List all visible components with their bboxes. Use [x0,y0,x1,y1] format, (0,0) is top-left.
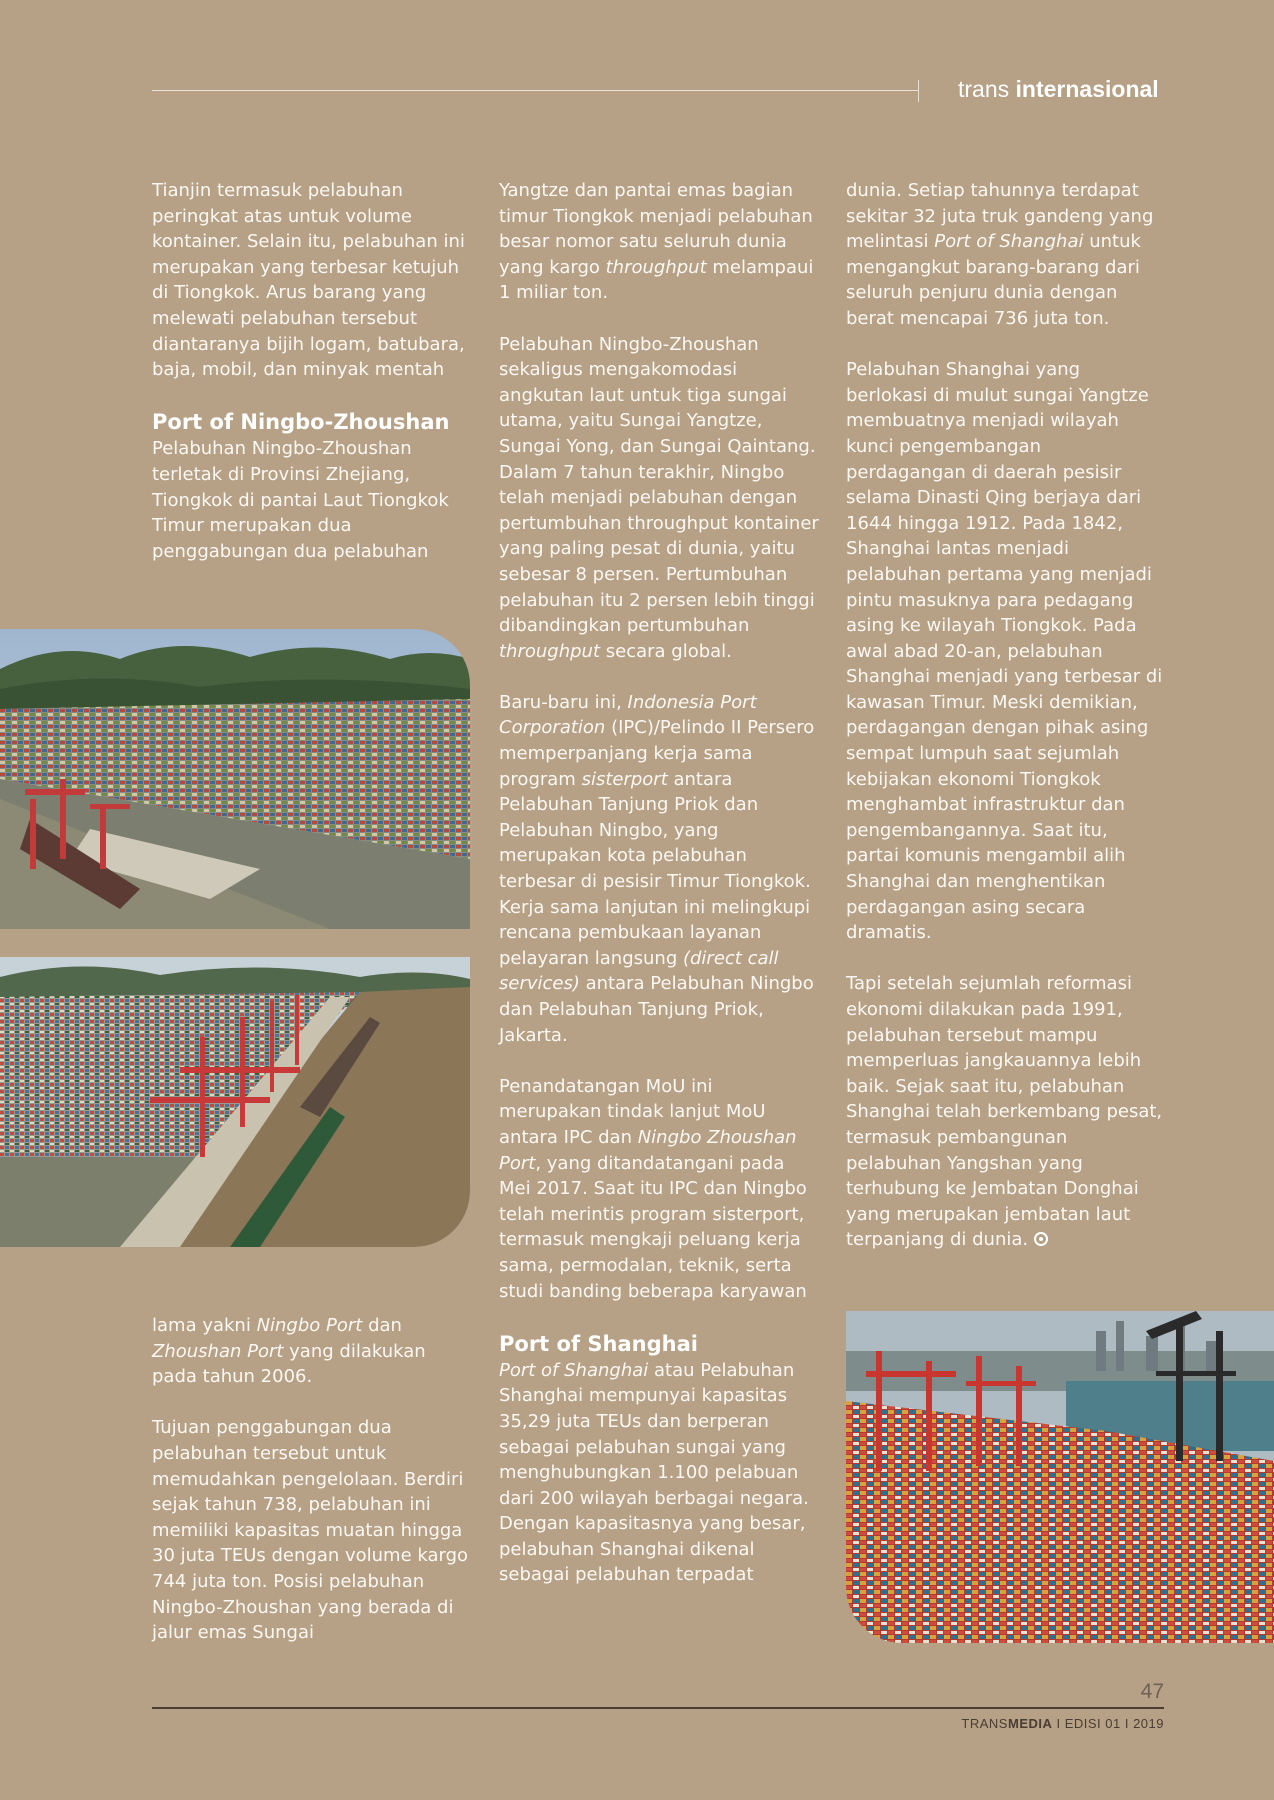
paragraph-reform [846,971,1166,1253]
photo-ningbo-cranes-quay [0,957,470,1247]
text-run: Tapi setelah sejumlah reformasi ekonomi dilakukan pada 1991, pelabuhan tersebut mampu memperluas jangkauannya lebih baik. Sejak saat itu, pelabuhan Shanghai telah berkembang pesat, termasuk pembangunan pelabuhan Yangshan yang terhubung ke Jembatan Donghai yang merupakan jembatan laut terpanjang di dunia. [846,973,1163,1251]
column-2 [499,178,819,1614]
text-run: lama yakni [152,1315,257,1336]
footer-brand-bold: MEDIA [1007,1716,1053,1731]
text-run: dan [362,1315,402,1336]
footer-edition: I EDISI 01 I 2019 [1052,1716,1164,1731]
text-run: antara Pelabuhan Ningbo dan Pelabuhan Tanjung Priok, Jakarta. [499,973,814,1046]
italic-ningbo-port: Ningbo Port [256,1315,363,1336]
paragraph-merger-goal: Tujuan penggabungan dua pelabuhan tersebut untuk memudahkan pengelolaan. Berdiri sejak tahun 738, pelabuhan ini memiliki kapasitas muatan hingga 30 juta TEUs dengan volume kargo 744 juta ton. Posisi pelabuhan Ningbo-Zhoushan yang berada di jalur emas Sungai [152,1417,469,1644]
column-3 [846,178,1166,1279]
text-run: Baru-baru ini, [499,691,628,713]
header-rule [152,90,918,91]
heading-port-of-ningbo-zhoushan: Port of Ningbo-Zhoushan [152,410,450,435]
footer-brand-light: TRANS [961,1716,1008,1731]
paragraph-shanghai-history: Pelabuhan Shanghai yang berlokasi di mulut sungai Yangtze membuatnya menjadi wilayah kunci pengembangan perdagangan di daerah pesisir selama Dinasti Qing berjaya dari 1644 hingga 1912. Pada 1842, Shanghai lantas menjadi pelabuhan pertama yang menjadi pintu masuknya para pedagang asing ke wilayah Tiongkok. Pada awal abad 20-an, pelabuhan Shanghai menjadi yang terbesar di kawasan Timur. Meski demikian, perdagangan dengan pihak asing sempat lumpuh saat sejumlah kebijakan ekonomi Tiongkok menghambat infrastruktur dan pengembangannya. Saat itu, partai komunis mengambil alih Shanghai dan menghentikan perdagangan asing secara dramatis. [846,359,1163,944]
page-number: 47 [1140,1680,1164,1703]
paragraph-mou [499,1074,819,1304]
section-label-prefix: trans [958,76,1010,102]
section-label [958,76,1159,103]
column-1-top [152,178,472,590]
text-run: secara global. [600,640,732,662]
text-run: atau Pelabuhan Shanghai mempunyai kapasitas 35,29 juta TEUs dan berperan sebagai pelabuhan sungai yang menghubungkan 1.100 pelabuan dari 200 wilayah berbagai negara. Dengan kapasitasnya yang besar, pelabuhan Shanghai dikenal sebagai pelabuhan terpadat [499,1359,809,1586]
paragraph-shanghai-intro [499,1358,819,1588]
text-run: Penandatangan MoU ini merupakan tindak lanjut MoU antara IPC dan [499,1075,766,1148]
paragraph-yangtze [499,178,819,306]
column-1-bottom [152,1313,472,1671]
paragraph-tianjin: Tianjin termasuk pelabuhan peringkat atas untuk volume kontainer. Selain itu, pelabuhan ini merupakan yang terbesar ketujuh di Tiongkok. Arus barang yang melewati pelabuhan tersebut diantaranya bijih logam, batubara, baja, mobil, dan minyak mentah [152,180,465,381]
text-run: (IPC)/Pelindo II Persero memperpanjang kerja sama program [499,717,815,790]
italic-port-of-shanghai: Port of Shanghai [934,231,1084,253]
text-run: yang dilakukan pada tahun 2006. [152,1340,426,1388]
photo-ningbo-terminal-aerial [0,629,470,929]
section-label-bold: internasional [1015,76,1159,102]
header-rule-tick [918,80,919,102]
footer-rule [152,1707,1164,1709]
text-run: Pelabuhan Ningbo-Zhoushan sekaligus mengakomodasi angkutan laut untuk tiga sungai utama, yaitu Sungai Yangtze, Sungai Yong, dan Sungai Qaintang. Dalam 7 tahun terakhir, Ningbo telah menjadi pelabuhan dengan pertumbuhan throughput kontainer yang paling pesat di dunia, yaitu sebesar 8 persen. Pertumbuhan pelabuhan itu 2 persen lebih tinggi dibandingkan pertumbuhan [499,333,819,637]
end-of-article-icon [1034,1232,1048,1246]
text-run: Yangtze dan pantai emas bagian timur Tiongkok menjadi pelabuhan besar nomor satu seluruh dunia yang kargo [499,180,813,278]
paragraph-ningbo-merger [152,1313,472,1390]
italic-sisterport: sisterport [581,768,668,790]
text-run: antara Pelabuhan Tanjung Priok dan Pelabuhan Ningbo, yang merupakan kota pelabuhan terbesar di pesisir Timur Tiongkok. Kerja sama lanjutan ini melingkupi rencana pembukaan layanan pelayaran langsung [499,768,811,969]
italic-indonesia-port-corporation: Indonesia Port Corporation [499,691,757,739]
italic-throughput: throughput [499,640,601,662]
italic-port-of-shanghai: Port of Shanghai [499,1359,649,1381]
italic-ningbo-zhoushan-port: Ningbo Zhoushan Port [499,1126,797,1174]
italic-direct-call-services: (direct call services) [499,947,779,995]
text-run: melampaui 1 miliar ton. [499,256,814,304]
paragraph-ningbo-intro: Pelabuhan Ningbo-Zhoushan terletak di Provinsi Zhejiang, Tiongkok di pantai Laut Tiongkok Timur merupakan dua penggabungan dua pelabuhan [152,438,449,562]
text-run: , yang ditandatangani pada Mei 2017. Saat itu IPC dan Ningbo telah merintis program sisterport, termasuk mengkaji peluang kerja sama, permodalan, teknik, serta studi banding beberapa karyawan [499,1152,807,1302]
footer-credit [880,1716,1164,1731]
italic-zhoushan-port: Zhoushan Port [152,1340,284,1362]
italic-throughput: throughput [605,256,707,278]
text-run: dunia. Setiap tahunnya terdapat sekitar 32 juta truk gandeng yang melintasi [846,180,1154,253]
paragraph-sisterport [499,690,819,1048]
text-run: untuk mengangkut barang-barang dari seluruh penjuru dunia dengan berat mencapai 736 juta ton. [846,231,1141,329]
paragraph-three-rivers [499,332,819,665]
heading-port-of-shanghai: Port of Shanghai [499,1331,698,1356]
paragraph-trucks [846,178,1166,332]
photo-shanghai-container-yard [846,1311,1274,1643]
